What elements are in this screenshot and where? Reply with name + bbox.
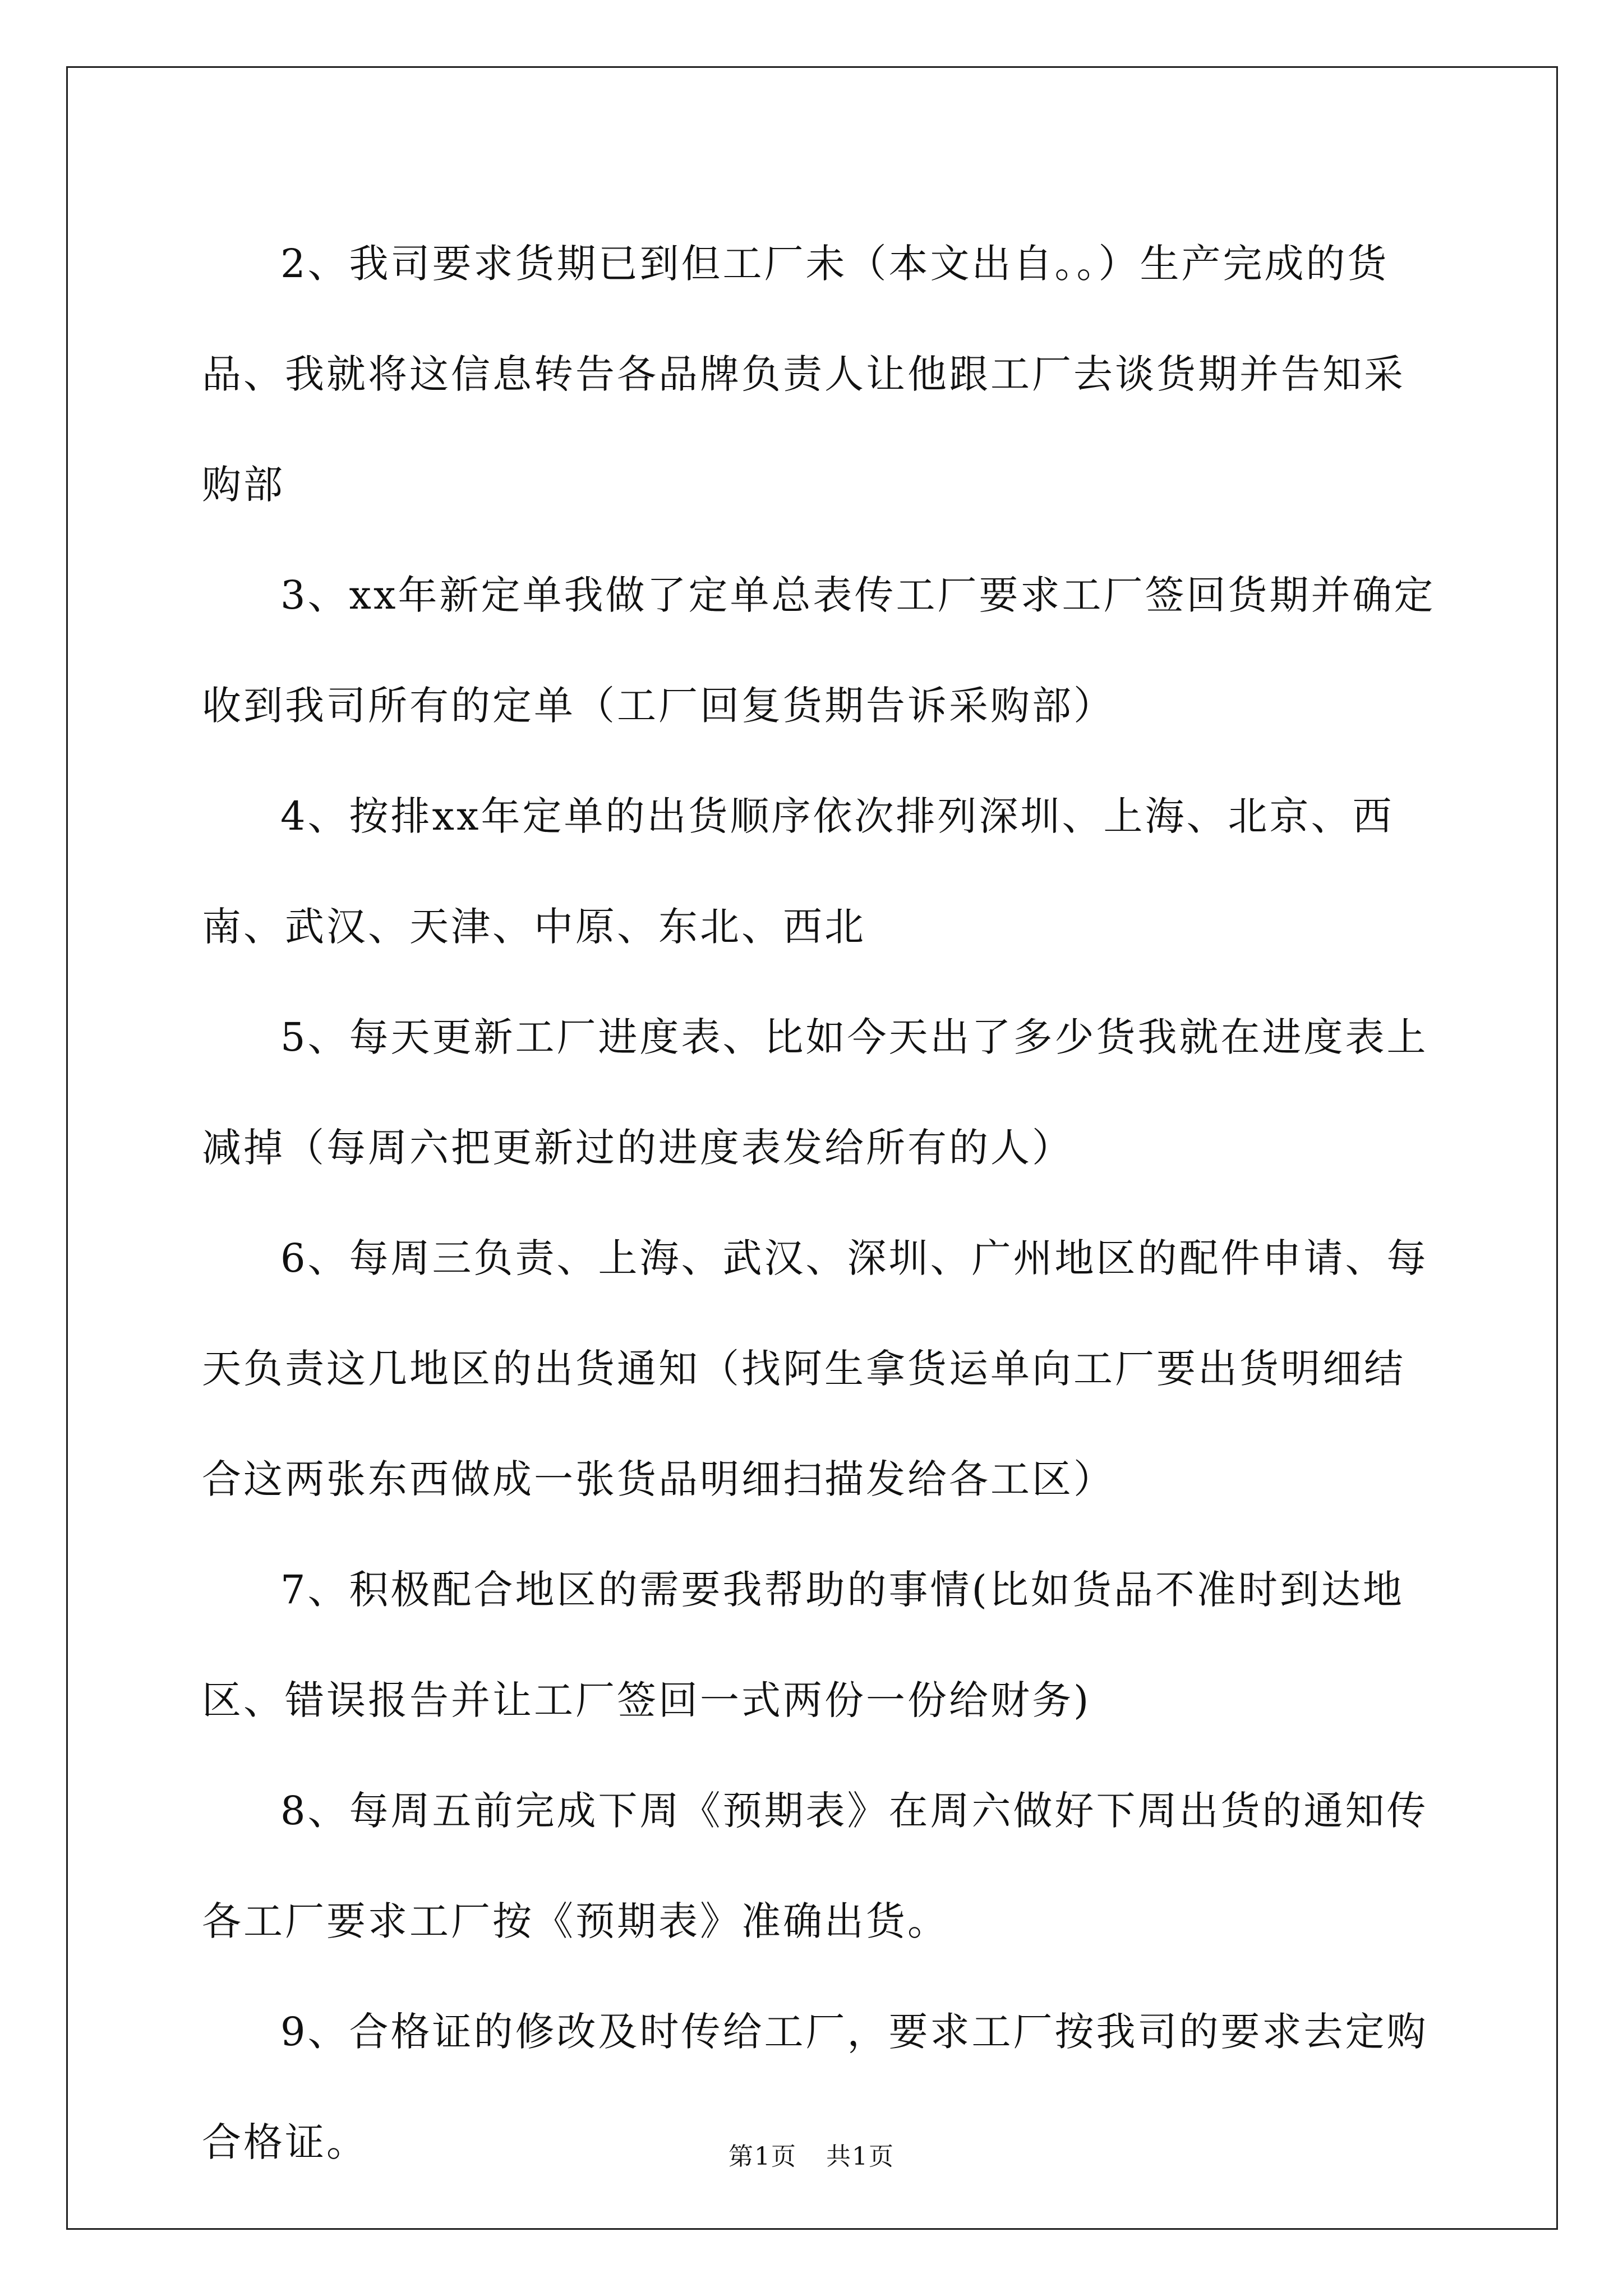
page-number: 第1页 xyxy=(728,2142,797,2171)
paragraph-4: 4、按排xx年定单的出货顺序依次排列深圳、上海、北京、西南、武汉、天津、中原、东北、西北 xyxy=(202,793,1394,950)
paragraph-3: 3、xx年新定单我做了定单总表传工厂要求工厂签回货期并确定收到我司所有的定单（工厂回复货期告诉采购部） xyxy=(202,572,1436,729)
paragraph-2: 2、我司要求货期已到但工厂未（本文出自。。）生产完成的货品、我就将这信息转告各品牌负责人让他跟工厂去谈货期并告知采购部 xyxy=(202,241,1405,508)
page-footer xyxy=(0,2136,1623,2172)
paragraph-6: 6、每周三负责、上海、武汉、深圳、广州地区的配件申请、每天负责这几地区的出货通知（找阿生拿货运单向工厂要出货明细结合这两张东西做成一张货品明细扫描发给各工区） xyxy=(202,1235,1428,1502)
page-total: 共1页 xyxy=(826,2142,895,2171)
paragraph-7: 7、积极配合地区的需要我帮助的事情(比如货品不准时到达地区、错误报告并让工厂签回一式两份一份给财务) xyxy=(202,1567,1404,1723)
paragraph-8: 8、每周五前完成下周《预期表》在周六做好下周出货的通知传各工厂要求工厂按《预期表》准确出货。 xyxy=(202,1788,1428,1944)
paragraph-5: 5、每天更新工厂进度表、比如今天出了多少货我就在进度表上减掉（每周六把更新过的进度表发给所有的人） xyxy=(202,1014,1428,1171)
paragraph-9: 9、合格证的修改及时传给工厂，要求工厂按我司的要求去定购合格证。 xyxy=(202,2009,1428,2165)
document-body xyxy=(202,209,1436,2198)
